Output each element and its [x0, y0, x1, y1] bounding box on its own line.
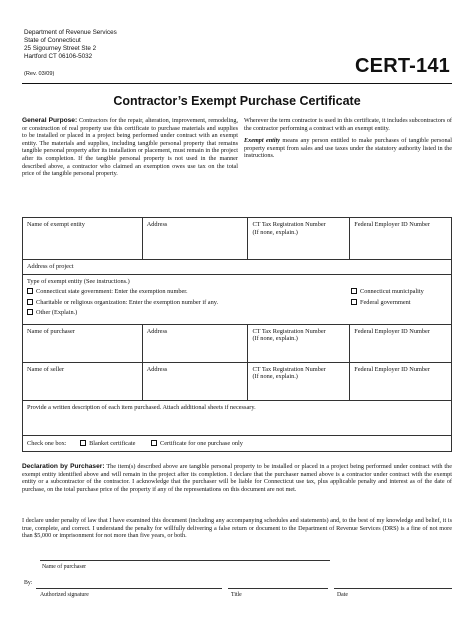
purchaser-address-field[interactable]: Address [142, 324, 248, 362]
charitable-checkbox[interactable] [27, 299, 33, 305]
state-government-checkbox[interactable] [27, 288, 33, 294]
one-purchase-checkbox[interactable] [151, 440, 157, 446]
form-number: CERT-141 [355, 55, 450, 77]
project-address-field[interactable]: Address of project [23, 260, 452, 275]
date-line[interactable] [334, 588, 452, 589]
exempt-entity-name-field[interactable]: Name of exempt entity [23, 218, 143, 260]
exempt-entity-fein-field[interactable]: Federal Employer ID Number [350, 218, 452, 260]
exempt-entity-lead: Exempt entity [244, 137, 281, 145]
item-description-field[interactable]: Provide a written description of each item purchased. Attach additional sheets if necessary. [23, 400, 452, 435]
agency-dept: Department of Revenue Services [24, 29, 117, 36]
agency-street: 25 Sigourney Street Ste 2 [24, 45, 97, 52]
title-label: Title [231, 592, 242, 598]
penalty-statement: I declare under penalty of law that I have examined this document (including any accompanying schedules and statements) and, to the best of my knowledge and belief, it is true, complete, and correct. I understand the penalty for willfully delivering a false return or document to the Department of Revenue Services (DRS) is a fine of not more than $5,000 or imprisonment for not more than five years, or both. [22, 517, 452, 540]
purchaser-declaration [22, 463, 452, 493]
signature-line[interactable] [36, 588, 222, 589]
page-title: Contractor’s Exempt Purchase Certificate [113, 94, 361, 108]
title-line[interactable] [228, 588, 328, 589]
date-label: Date [337, 592, 348, 598]
exempt-entity-body: means any person entitled to make purchases of tangible personal property exempt from sales and use taxes under the statutory authority listed in the instructions. [244, 137, 453, 160]
authorized-signature-label: Authorized signature [40, 592, 89, 598]
exempt-entity-definition [244, 137, 452, 160]
declaration-lead: Declaration by Purchaser: [22, 463, 105, 470]
general-purpose-body: Contractors for the repair, alteration, improvement, remodeling, or construction of real property use this certificate to purchase materials and supplies to be installed or placed in a project being performed under contract with an exempt entity. The materials and supplies, including tangible personal property that remains tangible personal property after its installation or placement, must remain in the project after its completion. If the tangible personal property is not used in the manner described above, a contractor who claimed an exemption owes use tax on the total price of the tangible personal property. [22, 117, 239, 178]
certificate-type-row: Check one box: Blanket certificate Certificate for one purchase only [23, 435, 452, 451]
other-checkbox[interactable] [27, 309, 33, 315]
seller-fein-field[interactable]: Federal Employer ID Number [350, 362, 452, 400]
certificate-form-table [22, 217, 452, 452]
blanket-certificate-checkbox[interactable] [80, 440, 86, 446]
purchaser-ct-reg-field[interactable]: CT Tax Registration Number (If none, explain.) [248, 324, 350, 362]
exempt-entity-type-section: Type of exempt entity (See instructions.) Connecticut state government: Enter the exemption number. Connecticut municipality Charitable or religious organization: Enter the exemption number if any. Federal government Other (Explain.) [23, 274, 452, 324]
purchaser-name-line[interactable] [40, 560, 330, 561]
agency-address [24, 29, 117, 61]
exempt-entity-address-field[interactable]: Address [142, 218, 248, 260]
general-purpose [22, 117, 238, 178]
purchaser-name-field[interactable]: Name of purchaser [23, 324, 143, 362]
declaration-body: The item(s) described above are tangible personal property to be installed or placed in a project being performed under contract with the exempt entity identified above and will remain in the project after its completion. I declare that the purchaser named above is a contractor under contract with the exempt entity or a subcontractor of the contractor. I acknowledge that the purchaser will be liable for Connecticut use tax, plus applicable penalty and interest as of the date of purchase, on the total purchase price of the property if any of the representations on this document are not met. [22, 463, 452, 493]
federal-government-checkbox[interactable] [351, 299, 357, 305]
seller-name-field[interactable]: Name of seller [23, 362, 143, 400]
header-rule [22, 83, 452, 84]
agency-state: State of Connecticut [24, 37, 81, 44]
purchaser-fein-field[interactable]: Federal Employer ID Number [350, 324, 452, 362]
definitions [244, 117, 452, 160]
agency-city: Hartford CT 06106-5032 [24, 53, 93, 60]
contractor-definition: Wherever the term contractor is used in this certificate, it includes subcontractors of the contractor performing a contract with an exempt entity. [244, 117, 452, 132]
seller-ct-reg-field[interactable]: CT Tax Registration Number (If none, explain.) [248, 362, 350, 400]
purchaser-name-label: Name of purchaser [42, 564, 87, 570]
municipality-checkbox[interactable] [351, 288, 357, 294]
exempt-entity-ct-reg-field[interactable]: CT Tax Registration Number (If none, explain.) [248, 218, 350, 260]
by-label: By: [24, 580, 33, 586]
revision-date: (Rev. 03/09) [24, 71, 55, 77]
seller-address-field[interactable]: Address [142, 362, 248, 400]
general-purpose-lead: General Purpose: [22, 117, 78, 124]
